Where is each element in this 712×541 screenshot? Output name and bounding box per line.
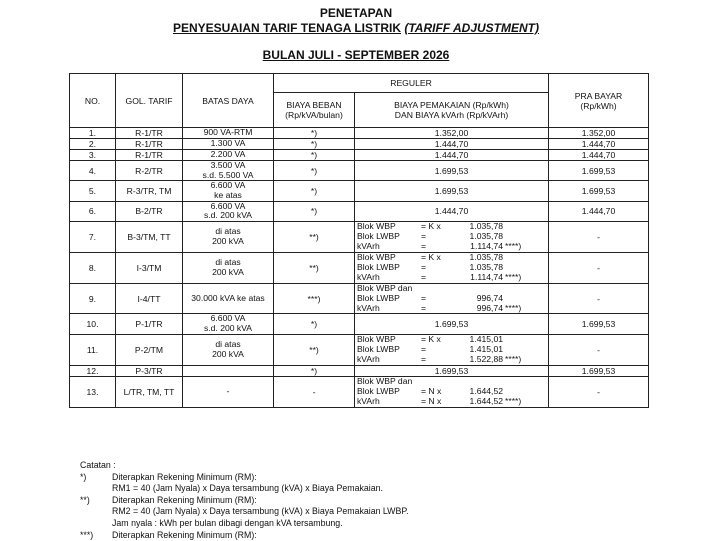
cell-biaya-beban: **) [274,252,355,283]
blok-label: Blok LWBP [357,230,400,241]
cell-biaya-beban: **) [274,334,355,365]
col-header-no: NO. [70,74,116,128]
cell-biaya-beban: - [274,376,355,407]
batas-line: s.d. 5.500 VA [202,169,254,180]
cell-biaya-beban: *) [274,201,355,221]
col-header-biaya-pemakaian [355,93,549,128]
cell-biaya-beban: *) [274,314,355,334]
blok-label: kVArh [357,271,380,282]
cell-gol-tarif: P-2/TM [116,334,183,365]
blok-line [357,304,546,314]
cell-biaya-pemakaian: 1.699,53 [355,314,549,334]
batas-line: 6.600 VA [210,180,246,191]
cell-pra-bayar: 1.699,53 [549,365,649,376]
cell-biaya-beban: *) [274,128,355,139]
cell-no: 12. [70,365,116,376]
blok-footnote-mark: ****) [505,395,522,406]
cell-pra-bayar: - [549,334,649,365]
batas-line: di atas [215,256,241,267]
cell-biaya-beban: *) [274,181,355,201]
note-line [80,495,409,507]
note-key: *) [80,471,87,482]
col-header-batas-daya: BATAS DAYA [183,74,274,128]
blok-label: Blok LWBP [357,385,400,396]
cell-biaya-pemakaian: 1.699,53 [355,161,549,181]
batas-line: 200 kVA [212,235,244,246]
blok-line [357,397,546,407]
blok-value: 1.522,88 [469,353,503,364]
blok-operator: = [421,240,427,251]
blok-value: 1.035,78 [469,252,503,262]
blok-operator: = N x [421,385,442,396]
cell-biaya-pemakaian: 1.444,70 [355,150,549,161]
batas-line: s.d. 200 kVA [203,210,253,221]
blok-value: 1.415,01 [469,343,503,354]
note-line [80,483,409,495]
cell-biaya-pemakaian: 1.699,53 [355,365,549,376]
cell-biaya-beban: **) [274,221,355,252]
notes-title: Catatan : [80,460,116,470]
pra-bayar-line1: PRA BAYAR [574,90,623,101]
blok-operator: = [421,353,427,364]
cell-no: 5. [70,181,116,201]
blok-footnote-mark: ****) [505,353,522,364]
cell-batas-daya [183,283,274,314]
blok-line [357,355,546,365]
cell-biaya-pemakaian [355,334,549,365]
note-text: Jam nyala : kWh per bulan dibagi dengan kVA tersambung. [112,517,343,528]
note-text: Diterapkan Rekening Minimum (RM): [112,494,257,505]
blok-operator: = [421,230,427,241]
blok-footnote-mark: ****) [505,271,522,282]
blok-value: 1.644,52 [469,395,503,406]
blok-label: kVArh [357,240,380,251]
blok-line [357,273,546,283]
cell-no: 3. [70,150,116,161]
note-key [80,506,112,518]
blok-label: Blok WBP dan [357,376,413,386]
biaya-beban-line2: (Rp/kVA/bulan) [285,110,343,120]
cell-batas-daya [183,150,274,161]
blok-operator: = [421,292,427,303]
blok-operator: = N x [421,395,442,406]
blok-operator: = K x [421,334,441,344]
cell-pra-bayar: - [549,376,649,407]
cell-batas-daya [183,252,274,283]
period-label: BULAN JULI - SEPTEMBER 2026 [262,48,450,62]
blok-footnote-mark [503,335,505,345]
cell-no: 6. [70,201,116,221]
blok-label: Blok WBP [357,252,396,262]
blok-value: 1.035,78 [469,230,503,241]
document-subtitle [0,21,712,35]
batas-line: s.d. 200 kVA [203,323,253,334]
cell-no: 4. [70,161,116,181]
blok-label: Blok WBP [357,221,396,231]
cell-gol-tarif: P-1/TR [116,314,183,334]
col-header-biaya-beban [274,93,355,128]
cell-no: 1. [70,128,116,139]
cell-no: 10. [70,314,116,334]
cell-biaya-pemakaian: 1.699,53 [355,181,549,201]
note-line [80,472,409,484]
cell-batas-daya [183,376,274,407]
cell-pra-bayar: - [549,283,649,314]
biaya-beban-line1: BIAYA BEBAN [286,100,342,110]
blok-label: Blok LWBP [357,292,400,303]
blok-value: 1.415,01 [469,334,503,344]
blok-footnote-mark [503,222,505,232]
cell-no: 13. [70,376,116,407]
cell-gol-tarif: R-2/TR [116,161,183,181]
cell-gol-tarif: B-3/TM, TT [116,221,183,252]
blok-label: kVArh [357,302,380,313]
blok-value: 1.114,74 [470,271,503,282]
pra-bayar-line2: (Rp/kWh) [580,100,617,111]
blok-label: kVArh [357,395,380,406]
cell-pra-bayar: 1.352,00 [549,128,649,139]
cell-pra-bayar: - [549,252,649,283]
cell-biaya-beban: *) [274,139,355,150]
blok-line [357,294,546,304]
note-key [80,483,112,495]
blok-footnote-mark [503,284,505,294]
note-text: RM1 = 40 (Jam Nyala) x Daya tersambung (kVA) x Biaya Pemakaian. [112,483,383,494]
note-line [80,518,409,530]
notes-section [80,460,409,541]
table-row [70,221,649,252]
document-title: PENETAPAN [319,6,393,20]
cell-biaya-pemakaian [355,252,549,283]
cell-gol-tarif: R-1/TR [116,128,183,139]
batas-line: 30.000 kVA ke atas [191,292,265,303]
note-text: RM2 = 40 (Jam Nyala) x Daya tersambung (kVA) x Biaya Pemakaian LWBP. [112,506,409,517]
col-header-pra-bayar [549,74,649,128]
table-row [70,128,649,139]
blok-footnote-mark [503,294,505,304]
note-line [80,530,409,541]
blok-line [357,242,546,252]
blok-value: 996,74 [476,292,503,303]
blok-value: 996,74 [476,302,503,313]
cell-biaya-pemakaian: 1.352,00 [355,128,549,139]
cell-no: 11. [70,334,116,365]
blok-operator: = K x [421,252,441,262]
cell-no: 9. [70,283,116,314]
biaya-pemakaian-line1: BIAYA PEMAKAIAN (Rp/kWh) [394,100,509,110]
table-row [70,334,649,365]
batas-line: 200 kVA [212,266,244,277]
cell-pra-bayar: 1.699,53 [549,181,649,201]
cell-pra-bayar: 1.699,53 [549,161,649,181]
biaya-pemakaian-line2: DAN BIAYA kVArh (Rp/kVArh) [394,110,509,120]
blok-operator: = [421,343,427,354]
cell-batas-daya [183,314,274,334]
cell-gol-tarif: P-3/TR [116,365,183,376]
table-row [70,201,649,221]
blok-operator: = [421,261,427,272]
table-row [70,161,649,181]
batas-line: 900 VA-RTM [203,127,253,138]
blok-label: kVArh [357,353,380,364]
cell-pra-bayar: 1.699,53 [549,314,649,334]
batas-line: di atas [215,226,241,237]
batas-line: 1.300 VA [210,138,246,149]
cell-gol-tarif: B-2/TR [116,201,183,221]
blok-label: Blok LWBP [357,261,400,272]
cell-gol-tarif: R-1/TR [116,139,183,150]
batas-line: 200 kVA [212,348,244,359]
batas-line: - [226,385,230,396]
table-row [70,314,649,334]
batas-line: di atas [215,339,241,350]
col-header-gol-tarif: GOL. TARIF [116,74,183,128]
cell-no: 8. [70,252,116,283]
table-row [70,283,649,314]
note-text: Diterapkan Rekening Minimum (RM): [112,471,257,482]
col-header-reguler: REGULER [274,74,549,93]
cell-gol-tarif: L/TR, TM, TT [116,376,183,407]
cell-biaya-beban: *) [274,150,355,161]
cell-batas-daya [183,365,274,376]
note-key [80,518,112,530]
cell-batas-daya [183,161,274,181]
cell-batas-daya [183,139,274,150]
blok-operator: = K x [421,221,441,231]
cell-pra-bayar: 1.444,70 [549,150,649,161]
table-row [70,252,649,283]
note-key: **) [80,494,90,505]
subtitle-italic: (TARIFF ADJUSTMENT) [404,21,539,35]
cell-biaya-beban: ***) [274,283,355,314]
note-line [80,506,409,518]
cell-gol-tarif: I-4/TT [116,283,183,314]
cell-biaya-pemakaian [355,221,549,252]
blok-footnote-mark [503,377,505,387]
batas-line: 6.600 VA [210,201,246,211]
blok-value: 1.035,78 [469,261,503,272]
batas-line: ke atas [214,189,242,200]
cell-pra-bayar: - [549,221,649,252]
blok-value: 1.644,52 [469,385,503,396]
cell-biaya-pemakaian [355,376,549,407]
cell-biaya-beban: *) [274,365,355,376]
note-text: Diterapkan Rekening Minimum (RM): [112,529,257,540]
blok-value: 1.035,78 [469,221,503,231]
table-row [70,150,649,161]
blok-label: Blok WBP [357,334,396,344]
table-row [70,365,649,376]
cell-pra-bayar: 1.444,70 [549,139,649,150]
cell-batas-daya [183,201,274,221]
cell-biaya-beban: *) [274,161,355,181]
cell-batas-daya [183,334,274,365]
batas-line: 6.600 VA [210,313,246,324]
cell-no: 2. [70,139,116,150]
blok-label: Blok LWBP [357,343,400,354]
table-row [70,376,649,407]
cell-biaya-pemakaian: 1.444,70 [355,201,549,221]
batas-line: 3.500 VA [210,160,246,170]
cell-no: 7. [70,221,116,252]
batas-line: 2.200 VA [210,149,246,160]
blok-footnote-mark: ****) [505,240,522,251]
blok-operator: = [421,302,427,313]
cell-batas-daya [183,221,274,252]
blok-operator: = [421,271,427,282]
notes-lines [80,472,409,541]
note-key: ***) [80,529,94,540]
cell-batas-daya [183,128,274,139]
cell-gol-tarif: R-3/TR, TM [116,181,183,201]
table-row [70,181,649,201]
subtitle-text: PENYESUAIAN TARIF TENAGA LISTRIK [172,21,401,35]
blok-value: 1.114,74 [470,240,503,251]
cell-pra-bayar: 1.444,70 [549,201,649,221]
blok-label: Blok WBP dan [357,283,413,293]
cell-gol-tarif: I-3/TM [116,252,183,283]
tariff-table [69,73,649,408]
cell-gol-tarif: R-1/TR [116,150,183,161]
blok-footnote-mark [503,253,505,263]
table-row [70,139,649,150]
cell-batas-daya [183,181,274,201]
cell-biaya-pemakaian [355,283,549,314]
blok-footnote-mark: ****) [505,302,522,313]
cell-biaya-pemakaian: 1.444,70 [355,139,549,150]
